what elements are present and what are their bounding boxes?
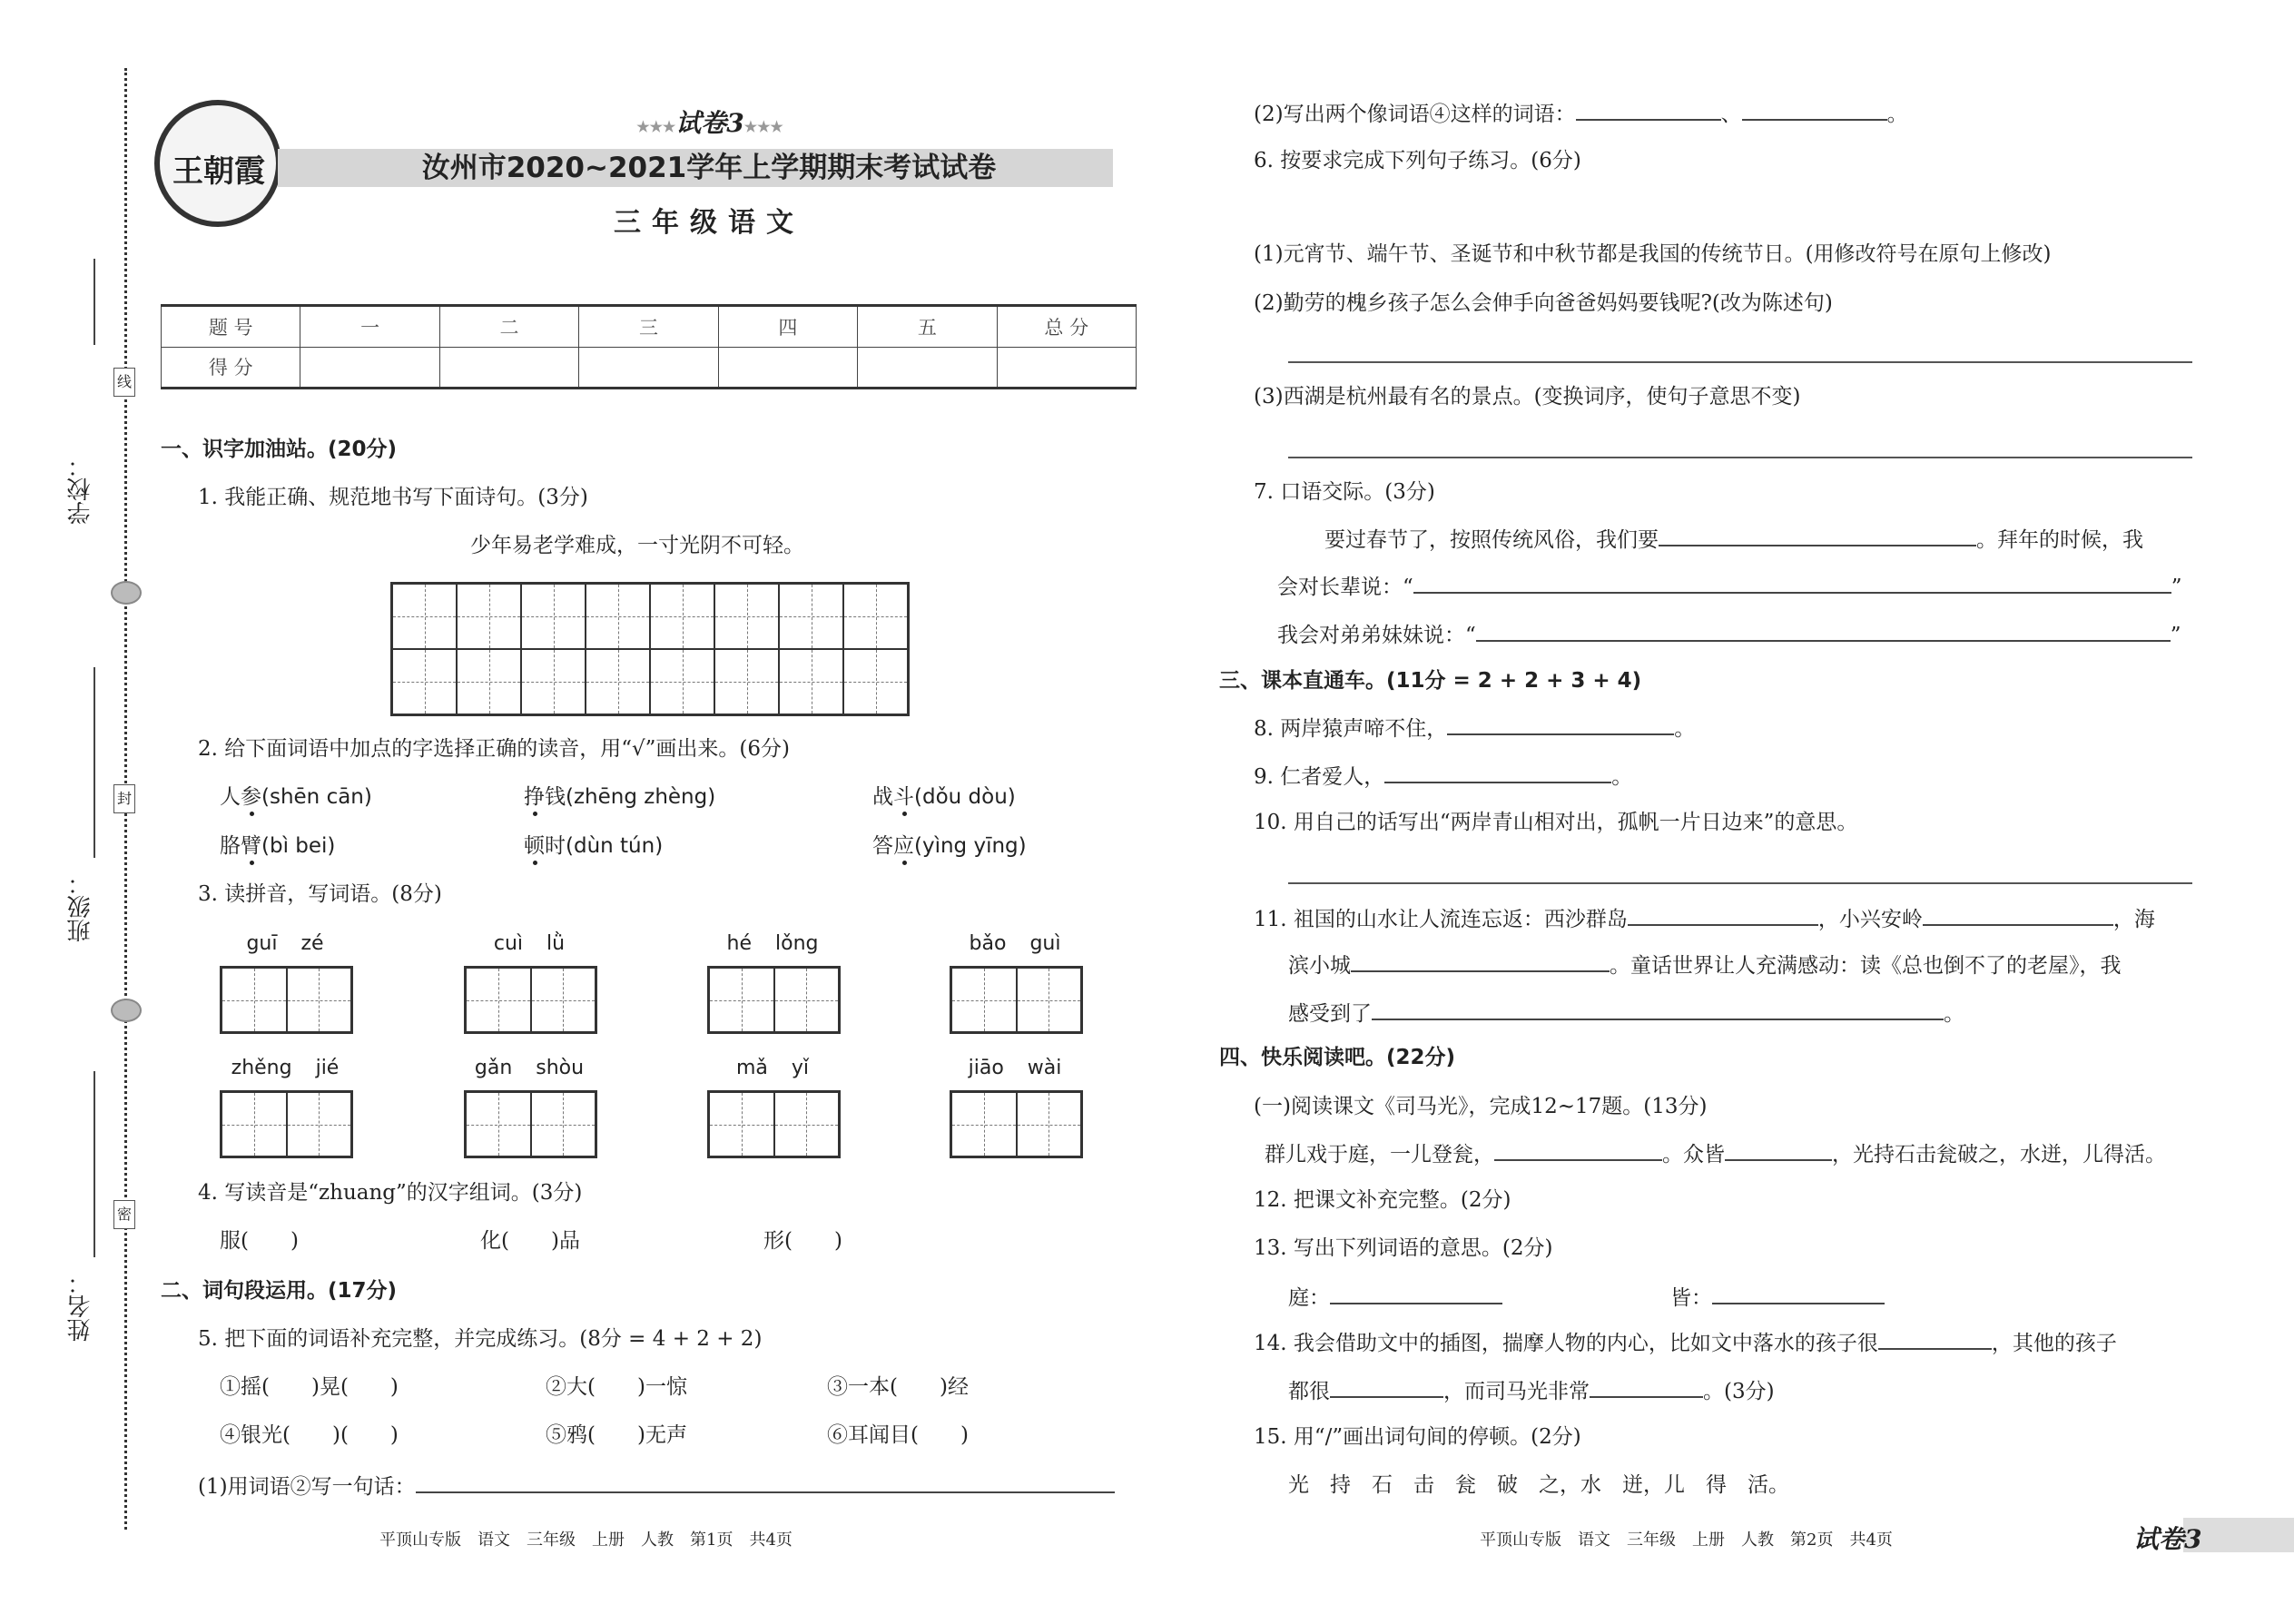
q2-word-char: 参 xyxy=(241,785,261,809)
q3-pinyin-pair xyxy=(686,1055,859,1082)
q2-item xyxy=(220,832,335,860)
answer-blank[interactable] xyxy=(1659,525,1976,546)
q2-word-char: 时 xyxy=(545,834,566,858)
question-10: 10. 用自己的话写出“两岸青山相对出，孤帆一片日边来”的意思。 xyxy=(1254,811,1858,834)
paper-tag-text: 试卷3 xyxy=(675,108,744,138)
q3-pinyin-pair xyxy=(199,930,371,958)
question-15: 15. 用“/”画出词句间的停顿。(2分) xyxy=(1254,1425,1581,1449)
q3-pinyin: jiāo xyxy=(968,1057,1004,1079)
q3-pinyin-pair xyxy=(929,930,1101,958)
writing-cell[interactable] xyxy=(951,968,1017,1032)
question-9 xyxy=(1254,762,1632,791)
writing-cell[interactable] xyxy=(951,1092,1017,1156)
answer-blank[interactable] xyxy=(1447,714,1674,735)
q3-pinyin: zé xyxy=(300,932,324,955)
writing-cell[interactable] xyxy=(843,649,908,714)
q4-item[interactable]: 化( )品 xyxy=(480,1229,580,1253)
answer-blank[interactable] xyxy=(1590,1376,1703,1398)
writing-cell[interactable] xyxy=(457,584,521,649)
q3-pinyin-pair xyxy=(929,1055,1101,1082)
quote: ” xyxy=(2171,576,2182,599)
passage-text: 群儿戏于庭，一儿登瓮， xyxy=(1265,1143,1494,1166)
q3-pinyin: gǎn xyxy=(474,1057,513,1079)
q11-text: 感受到了 xyxy=(1288,1002,1372,1026)
answer-blank[interactable] xyxy=(1923,904,2113,926)
q14-text: ，其他的孩子 xyxy=(1991,1332,2117,1355)
answer-line[interactable] xyxy=(1288,361,2192,363)
writing-cell[interactable] xyxy=(586,584,650,649)
writing-cell[interactable] xyxy=(650,584,714,649)
q14-text: 14. 我会借助文中的插图，揣摩人物的内心，比如文中落水的孩子很 xyxy=(1254,1332,1878,1355)
q2-item xyxy=(220,783,372,811)
q3-pinyin-pair xyxy=(199,1055,371,1082)
q3-pinyin: yǐ xyxy=(791,1057,810,1079)
score-input-cell[interactable] xyxy=(718,347,857,389)
poem-text: 少年易老学难成，一寸光阴不可轻。 xyxy=(470,534,804,557)
writing-cell[interactable] xyxy=(531,1092,596,1156)
q6-1: (1)元宵节、端午节、圣诞节和中秋节都是我国的传统节日。(用修改符号在原句上修改) xyxy=(1254,242,2052,266)
q2-item xyxy=(524,783,715,811)
writing-cell[interactable] xyxy=(287,1092,352,1156)
q2-word-char: 挣 xyxy=(524,785,545,809)
question-1: 1. 我能正确、规范地书写下面诗句。(3分) xyxy=(198,486,588,509)
score-header-cell: 总 分 xyxy=(997,306,1136,348)
q5-2 xyxy=(1254,99,1908,128)
answer-blank[interactable] xyxy=(416,1471,1115,1493)
section-2-heading: 二、词句段运用。(17分) xyxy=(161,1279,398,1303)
q14-text: 。(3分) xyxy=(1703,1380,1775,1403)
period: 。 xyxy=(1611,765,1633,789)
q4-item[interactable]: 形( ) xyxy=(763,1229,842,1253)
q2-pinyin-options[interactable]: (bì bei) xyxy=(261,834,336,858)
school-label: 学校： xyxy=(67,454,94,525)
name-label: 姓名： xyxy=(67,1271,94,1342)
writing-cell[interactable] xyxy=(709,1092,774,1156)
q2-word-char: 人 xyxy=(220,785,241,809)
writing-cell[interactable] xyxy=(779,584,843,649)
q2-item xyxy=(872,832,1027,860)
q7-text: 我会对弟弟妹妹说：“ xyxy=(1277,624,1476,647)
q2-pinyin-options[interactable]: (zhēng zhèng) xyxy=(566,785,716,809)
q3-writing-box[interactable] xyxy=(464,1090,597,1158)
paper-end-tab xyxy=(2092,1518,2294,1552)
writing-cell[interactable] xyxy=(287,968,352,1032)
quote: ” xyxy=(2170,624,2181,647)
q11-text: 。童话世界让人充满感动：读《总也倒不了的老屋》，我 xyxy=(1610,954,2122,978)
question-11-line-1 xyxy=(1254,904,2155,933)
section-3-heading: 三、课本直通车。(11分 = 2 + 2 + 3 + 4) xyxy=(1219,669,1642,693)
exam-title: 汝州市2020~2021学年上学期期末考试试卷 xyxy=(421,152,997,184)
q2-word-char: 顿 xyxy=(524,834,545,858)
q3-pinyin-pair xyxy=(443,1055,615,1082)
q2-pinyin-options[interactable]: (dùn tún) xyxy=(566,834,664,858)
writing-cell[interactable] xyxy=(1017,968,1082,1032)
q3-pinyin: lǜ xyxy=(546,932,566,955)
writing-cell[interactable] xyxy=(222,968,287,1032)
answer-blank[interactable] xyxy=(1351,950,1610,972)
star-icon: ★★★ xyxy=(743,118,783,135)
q5-1 xyxy=(198,1471,1115,1501)
q2-item xyxy=(524,832,663,860)
q2-pinyin-options[interactable]: (dǒu dòu) xyxy=(914,785,1016,809)
writing-cell[interactable] xyxy=(392,584,457,649)
answer-blank[interactable] xyxy=(1476,620,2171,642)
writing-cell[interactable] xyxy=(586,649,650,714)
score-input-cell[interactable] xyxy=(579,347,718,389)
paper-tag xyxy=(601,107,819,143)
question-11-line-3 xyxy=(1288,999,1964,1028)
question-4: 4. 写读音是“zhuang”的汉字组词。(3分) xyxy=(198,1181,583,1205)
q7-text: 。拜年的时候，我 xyxy=(1976,528,2143,552)
seal-mark-line: 线 xyxy=(113,368,135,397)
logo-text: 王朝霞 xyxy=(172,153,265,190)
passage-text: 。众皆 xyxy=(1662,1143,1725,1166)
q13-term: 庭： xyxy=(1288,1286,1330,1310)
q3-pinyin: shòu xyxy=(536,1057,585,1079)
question-5: 5. 把下面的词语补充完整，并完成练习。(8分 = 4 + 2 + 2) xyxy=(198,1327,763,1351)
answer-blank[interactable] xyxy=(1330,1283,1502,1304)
q7-line-1 xyxy=(1324,525,2143,554)
q3-writing-box[interactable] xyxy=(464,966,597,1034)
writing-cell[interactable] xyxy=(392,649,457,714)
writing-cell[interactable] xyxy=(774,968,840,1032)
score-header-cell: 四 xyxy=(718,306,857,348)
q7-line-3 xyxy=(1277,620,2181,649)
q2-pinyin-options[interactable]: (shēn cān) xyxy=(261,785,372,809)
q3-writing-box[interactable] xyxy=(707,1090,841,1158)
reading-1-heading: (一)阅读课文《司马光》，完成12~17题。(13分) xyxy=(1254,1095,1708,1118)
question-6: 6. 按要求完成下列句子练习。(6分) xyxy=(1254,149,1581,172)
score-header-cell: 二 xyxy=(439,306,578,348)
q5-item[interactable]: ③一本( )经 xyxy=(827,1375,969,1399)
answer-blank[interactable] xyxy=(1494,1139,1662,1161)
q5-item[interactable]: ⑥耳闻目( ) xyxy=(827,1423,969,1447)
q5-2-prompt: (2)写出两个像词语④这样的词语： xyxy=(1254,103,1576,126)
writing-cell[interactable] xyxy=(457,649,521,714)
writing-cell[interactable] xyxy=(466,968,531,1032)
q5-item[interactable]: ②大( )一惊 xyxy=(546,1375,687,1399)
answer-blank[interactable] xyxy=(1628,904,1818,926)
writing-cell[interactable] xyxy=(774,1092,840,1156)
score-input-cell[interactable] xyxy=(300,347,439,389)
q6-2: (2)勤劳的槐乡孩子怎么会伸手向爸爸妈妈要钱呢?(改为陈述句) xyxy=(1254,291,1833,315)
score-label-cell: 得 分 xyxy=(162,347,300,389)
q2-word-char: 钱 xyxy=(545,785,566,809)
writing-cell[interactable] xyxy=(714,649,779,714)
seal-mark-seal: 封 xyxy=(113,784,135,813)
q7-line-2 xyxy=(1277,572,2182,601)
q11-text: 11. 祖国的山水让人流连忘返：西沙群岛 xyxy=(1254,908,1628,931)
section-1-heading: 一、识字加油站。(20分) xyxy=(161,438,398,461)
answer-blank[interactable] xyxy=(1330,1376,1443,1398)
q14-text: ，而司马光非常 xyxy=(1443,1380,1590,1403)
q3-writing-box[interactable] xyxy=(950,1090,1083,1158)
writing-cell[interactable] xyxy=(714,584,779,649)
q3-pinyin: wài xyxy=(1027,1057,1062,1079)
q3-pinyin-pair xyxy=(443,930,615,958)
question-12: 12. 把课文补充完整。(2分) xyxy=(1254,1188,1511,1212)
score-header-cell: 五 xyxy=(858,306,997,348)
question-13: 13. 写出下列词语的意思。(2分) xyxy=(1254,1236,1553,1260)
q3-writing-box[interactable] xyxy=(220,966,353,1034)
writing-cell[interactable] xyxy=(650,649,714,714)
publisher-logo xyxy=(154,100,281,227)
writing-cell[interactable] xyxy=(843,584,908,649)
question-2: 2. 给下面词语中加点的字选择正确的读音，用“√”画出来。(6分) xyxy=(198,737,791,761)
q2-word-char: 应 xyxy=(893,834,914,858)
answer-blank[interactable] xyxy=(1742,99,1887,121)
answer-blank[interactable] xyxy=(1712,1283,1885,1304)
score-table-score-row xyxy=(162,347,1137,389)
q7-text: 会对长辈说：“ xyxy=(1277,576,1413,599)
q5-item[interactable]: ⑤鸦( )无声 xyxy=(546,1423,687,1447)
class-field[interactable] xyxy=(94,667,95,858)
q2-item xyxy=(872,783,1016,811)
q11-text: ，小兴安岭 xyxy=(1817,908,1923,931)
q5-1-prompt: (1)用词语②写一句话： xyxy=(198,1475,416,1499)
question-14-line-1 xyxy=(1254,1328,2117,1357)
answer-blank[interactable] xyxy=(1372,999,1944,1020)
q11-text: 滨小城 xyxy=(1288,954,1351,978)
q3-pinyin: zhěng xyxy=(231,1057,292,1079)
score-header-cell: 题 号 xyxy=(162,306,300,348)
q3-writing-box[interactable] xyxy=(950,966,1083,1034)
passage xyxy=(1265,1139,2166,1168)
q2-word-char: 答 xyxy=(872,834,893,858)
q3-pinyin: guī xyxy=(246,932,278,955)
writing-cell[interactable] xyxy=(222,1092,287,1156)
question-14-line-2 xyxy=(1288,1376,1775,1405)
q2-word-char: 战 xyxy=(872,785,893,809)
score-input-cell[interactable] xyxy=(858,347,997,389)
q5-item[interactable]: ④银光( )( ) xyxy=(220,1423,399,1447)
answer-line[interactable] xyxy=(1288,457,2192,458)
q2-word-char: 斗 xyxy=(893,785,914,809)
q5-item[interactable]: ①摇( )晃( ) xyxy=(220,1375,399,1399)
q2-word-char: 臂 xyxy=(241,834,261,858)
q3-pinyin: lǒng xyxy=(775,932,819,955)
period: 。 xyxy=(1674,717,1696,741)
q13-b xyxy=(1670,1283,1885,1312)
page-footer-1: 平顶山专版 语文 三年级 上册 人教 第1页 共4页 xyxy=(379,1530,793,1550)
period: 。 xyxy=(1944,1002,1964,1026)
writing-cell[interactable] xyxy=(531,968,596,1032)
q3-pinyin: bǎo xyxy=(969,932,1007,955)
q14-text: 都很 xyxy=(1288,1380,1330,1403)
page-footer-2: 平顶山专版 语文 三年级 上册 人教 第2页 共4页 xyxy=(1480,1530,1893,1550)
q2-word-char: 胳 xyxy=(220,834,241,858)
score-header-cell: 一 xyxy=(300,306,439,348)
passage-text: ，光持石击瓮破之，水迸，儿得活。 xyxy=(1832,1143,2166,1166)
score-table xyxy=(161,304,1137,389)
question-7: 7. 口语交际。(3分) xyxy=(1254,480,1435,504)
star-icon: ★★★ xyxy=(636,118,676,135)
q3-writing-box[interactable] xyxy=(707,966,841,1034)
binding-knot-icon xyxy=(111,999,142,1022)
answer-blank[interactable] xyxy=(1384,762,1611,783)
q3-pinyin: guì xyxy=(1029,932,1061,955)
score-table-header-row xyxy=(162,306,1137,348)
writing-cell[interactable] xyxy=(521,584,586,649)
q11-text: ，海 xyxy=(2112,908,2155,931)
answer-blank[interactable] xyxy=(1878,1328,1992,1350)
q15-text: 光 持 石 击 瓮 破 之，水 迸，儿 得 活。 xyxy=(1288,1473,1789,1497)
q8-text: 8. 两岸猿声啼不住， xyxy=(1254,717,1448,741)
q3-pinyin: hé xyxy=(726,932,752,955)
score-header-cell: 三 xyxy=(579,306,718,348)
section-4-heading: 四、快乐阅读吧。(22分) xyxy=(1219,1046,1456,1069)
end-tab-text: 试卷3 xyxy=(2133,1524,2202,1554)
q3-pinyin: jié xyxy=(315,1057,340,1079)
answer-blank[interactable] xyxy=(1725,1139,1832,1161)
q13-term: 皆： xyxy=(1670,1286,1712,1310)
q2-pinyin-options[interactable]: (yìng yīng) xyxy=(914,834,1027,858)
q13-a xyxy=(1288,1283,1502,1312)
separator: 、 xyxy=(1720,103,1742,126)
writing-cell[interactable] xyxy=(1017,1092,1082,1156)
period: 。 xyxy=(1886,103,1908,126)
q9-text: 9. 仁者爱人， xyxy=(1254,765,1385,789)
q3-pinyin: cuì xyxy=(493,932,524,955)
answer-line[interactable] xyxy=(1288,882,2192,884)
writing-cell[interactable] xyxy=(521,649,586,714)
name-field[interactable] xyxy=(94,1071,95,1257)
score-input-cell[interactable] xyxy=(997,347,1136,389)
question-3: 3. 读拼音，写词语。(8分) xyxy=(198,882,442,906)
question-8 xyxy=(1254,714,1695,743)
class-label: 班级： xyxy=(67,871,94,942)
school-field[interactable] xyxy=(94,259,95,345)
seal-mark-secret: 密 xyxy=(113,1200,135,1229)
question-11-line-2 xyxy=(1288,950,2122,979)
score-input-cell[interactable] xyxy=(439,347,578,389)
writing-cell[interactable] xyxy=(709,968,774,1032)
q3-writing-box[interactable] xyxy=(220,1090,353,1158)
q4-item[interactable]: 服( ) xyxy=(220,1229,299,1253)
answer-blank[interactable] xyxy=(1413,572,2171,594)
answer-blank[interactable] xyxy=(1576,99,1721,121)
poem-writing-grid[interactable] xyxy=(390,582,910,716)
q6-3: (3)西湖是杭州最有名的景点。(变换词序，使句子意思不变) xyxy=(1254,385,1801,408)
subject-title: 三年级语文 xyxy=(614,207,804,239)
q3-pinyin-pair xyxy=(686,930,859,958)
q7-text: 要过春节了，按照传统风俗，我们要 xyxy=(1324,528,1659,552)
writing-cell[interactable] xyxy=(466,1092,531,1156)
writing-cell[interactable] xyxy=(779,649,843,714)
binding-knot-icon xyxy=(111,581,142,605)
q3-pinyin: mǎ xyxy=(735,1057,768,1079)
